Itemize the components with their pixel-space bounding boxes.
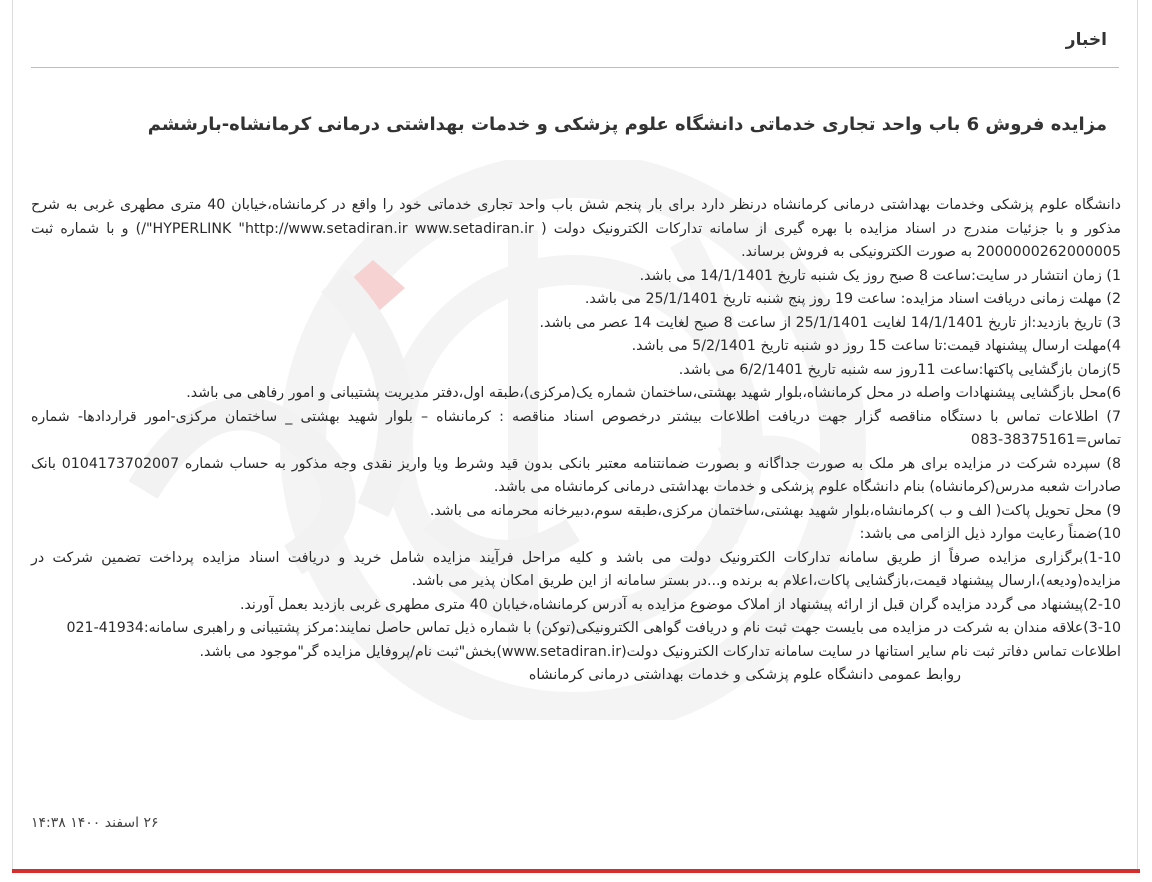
article-paragraph: دانشگاه علوم پزشکی وخدمات بهداشتی درمانی کرمانشاه درنظر دارد برای بار پنجم شش باب واحد تجاری خدماتی خود را واقع در کرمانشاه،خیابان 40 متری مطهری غربی به شرح مذکور و با جزئیات مندرج در اسناد مزایده با بهره گیری از سامانه تدارکات الکترونیک دولت ( HYPERLINK "http://www.setadiran.ir www.setadiran.ir"/) و با شماره ثبت 2000000262000005 به صورت الکترونیکی به فروش برساند. <box>31 197 1121 260</box>
publish-date: ۲۶ اسفند ۱۴۰۰ ۱۴:۳۸ <box>31 815 159 831</box>
article-paragraph: 6)محل بازگشایی پیشنهادات واصله در محل کرمانشاه،بلوار شهید بهشتی،ساختمان شماره یک(مرکزی)،طبقه اول،دفتر مدیریت پشتیبانی و امور رفاهی می باشد. <box>186 385 1121 401</box>
article-paragraph: 2-10)پیشنهاد می گردد مزایده گران قبل از ارائه پیشنهاد از املاک موضوع مزایده به آدرس کرمانشاه،خیابان 40 متری مطهری غربی بازدید بعمل آورند. <box>239 596 1121 613</box>
divider <box>31 67 1119 68</box>
article-paragraph: 10)ضمناً رعایت موارد ذیل الزامی می باشد: <box>859 526 1121 542</box>
article-paragraph: 9) محل تحویل پاکت( الف و ب )کرمانشاه،بلوار شهید بهشتی،ساختمان مرکزی،طبقه سوم،دبیرخانه محرمانه می باشد. <box>429 502 1121 519</box>
article-title: مزایده فروش 6 باب واحد تجاری خدماتی دانشگاه علوم پزشکی و خدمات بهداشتی درمانی کرمانشاه-بارششم <box>147 114 1107 135</box>
article-paragraph: 4)مهلت ارسال پیشنهاد قیمت:تا ساعت 15 روز دو شنبه تاریخ 5/2/1401 می باشد. <box>631 338 1121 354</box>
article-paragraph: 5)زمان بازگشایی پاکتها:ساعت 11روز سه شنبه تاریخ 6/2/1401 می باشد. <box>678 361 1121 378</box>
article-paragraph: 3-10)علاقه مندان به شرکت در مزایده می بایست جهت ثبت نام و دریافت گواهی الکترونیکی(توکن) با شماره ذیل تماس حاصل نمایند:مرکز پشتیبانی و راهبری سامانه:41934-021 <box>66 620 1121 636</box>
article-paragraph: 2) مهلت زمانی دریافت اسناد مزایده: ساعت 19 روز پنج شنبه تاریخ 25/1/1401 می باشد. <box>584 291 1121 307</box>
section-title: اخبار <box>1065 30 1107 50</box>
article-paragraph: 1) زمان انتشار در سایت:ساعت 8 صبح روز یک شنبه تاریخ 14/1/1401 می باشد. <box>639 267 1121 284</box>
article-paragraph: 3) تاریخ بازدید:از تاریخ 14/1/1401 لغایت 25/1/1401 از ساعت 8 صبح لغایت 14 عصر می باشد. <box>539 314 1121 331</box>
article-paragraph: 8) سپرده شرکت در مزایده برای هر ملک به صورت جداگانه و بصورت ضمانتنامه معتبر بانکی بدون قید وشرط ویا واریز نقدی وجه مذکور به حساب شماره 0104173702007 بانک صادرات شعبه مدرس(کرمانشاه) بنام دانشگاه علوم پزشکی و خدمات بهداشتی درمانی کرمانشاه می باشد. <box>31 455 1121 495</box>
article-signature: روابط عمومی دانشگاه علوم پزشکی و خدمات بهداشتی درمانی کرمانشاه <box>528 667 961 683</box>
article-paragraph: 7) اطلاعات تماس با دستگاه مناقصه گزار جهت دریافت اطلاعات بیشتر درخصوص اسناد مناقصه : کرمانشاه – بلوار شهید بهشتی _ ساختمان مرکزی-امور قراردادها- شماره تماس=38375161-083 <box>31 408 1121 448</box>
news-panel <box>12 0 1138 870</box>
article-paragraph: 1-10)برگزاری مزایده صرفاً از طریق سامانه تدارکات الکترونیک دولت می باشد و کلیه مراحل فرآیند مزایده شامل خرید و دریافت اسناد مزایده پرداخت تضمین شرکت در مزایده(ودیعه)،ارسال پیشنهاد قیمت،بازگشایی پاکات،اعلام به برنده و...در بستر سامانه از این طریق امکان پذیر می باشد. <box>31 549 1121 589</box>
article-paragraph: اطلاعات تماس دفاتر ثبت نام سایر استانها در سایت سامانه تدارکات الکترونیک دولت(www.setadiran.ir)بخش"ثبت نام/پروفایل مزایده گر"موجود می باشد. <box>199 643 1121 660</box>
article-body <box>31 194 1121 688</box>
accent-bar <box>12 869 1140 873</box>
